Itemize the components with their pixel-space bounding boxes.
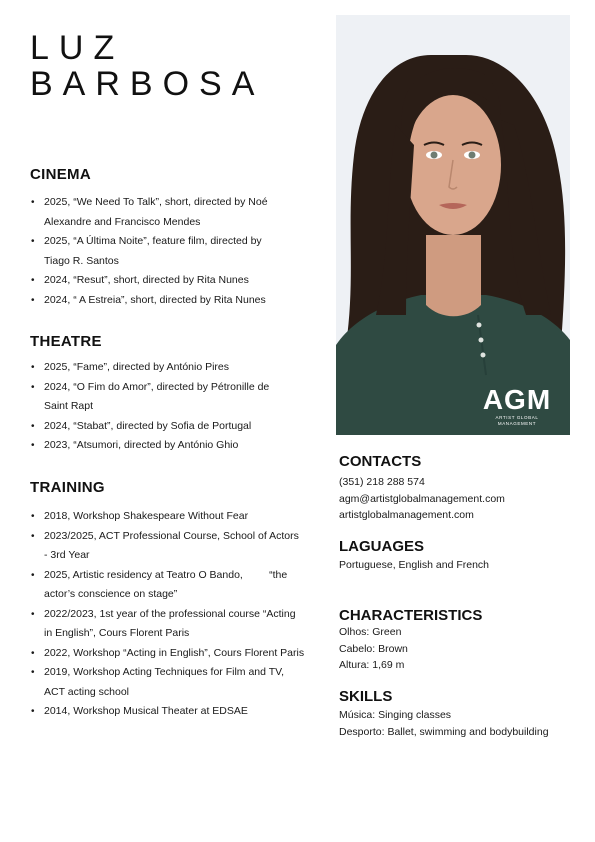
characteristics-block (339, 624, 408, 674)
list-item: • 2019, Workshop Acting Techniques for Film and TV, ACT acting school (30, 663, 305, 702)
agm-logo: AGM ARTIST GLOBAL MANAGEMENT (482, 384, 552, 426)
contacts-heading: CONTACTS (339, 453, 422, 470)
contact-website: artistglobalmanagement.com (339, 509, 474, 522)
list-item: • 2024, “O Fim do Amor”, directed by Pétronille de Saint Rapt (30, 378, 288, 417)
skills-block (339, 707, 549, 740)
theatre-list (30, 358, 288, 456)
actor-name (30, 30, 264, 102)
last-name: BARBOSA (30, 65, 265, 103)
skill-sport: Desporto: Ballet, swimming and bodybuilding (339, 725, 549, 738)
portrait-illustration (336, 15, 570, 435)
training-heading: TRAINING (30, 479, 105, 496)
contact-phone: (351) 218 288 574 (339, 476, 425, 488)
list-item: • 2024, “Stabat”, directed by Sofia de Portugal (30, 417, 288, 437)
list-item: • 2025, Artistic residency at Teatro O Bando, “the actor’s conscience on stage” (30, 566, 305, 605)
characteristic-eyes: Olhos: Green (339, 626, 402, 638)
list-item: • 2022/2023, 1st year of the professional course “Acting in English”, Cours Florent Paris (30, 605, 305, 644)
first-name: LUZ (30, 29, 125, 67)
list-item: • 2025, “Fame”, directed by António Pires (30, 358, 288, 378)
skills-heading: SKILLS (339, 688, 393, 705)
cinema-list (30, 193, 285, 310)
skill-music: Música: Singing classes (339, 709, 452, 721)
characteristics-heading: CHARACTERISTICS (339, 607, 483, 624)
contacts-block (339, 474, 505, 524)
list-item: • 2025, “We Need To Talk”, short, directed by Noé Alexandre and Francisco Mendes (30, 193, 285, 232)
characteristic-hair: Cabelo: Brown (339, 642, 408, 655)
list-item: • 2024, “Resut”, short, directed by Rita Nunes (30, 271, 285, 291)
cinema-heading: CINEMA (30, 166, 91, 183)
list-item: • 2023/2025, ACT Professional Course, School of Actors - 3rd Year (30, 527, 305, 566)
characteristic-height: Altura: 1,69 m (339, 659, 405, 672)
theatre-heading: THEATRE (30, 333, 102, 350)
list-item: • 2014, Workshop Musical Theater at EDSAE (30, 702, 305, 722)
list-item: • 2022, Workshop “Acting in English”, Cours Florent Paris (30, 644, 305, 664)
languages-text: Portuguese, English and French (339, 559, 490, 571)
languages-heading: LAGUAGES (339, 538, 425, 555)
list-item: • 2023, “Atsumori, directed by António Ghio (30, 436, 288, 456)
list-item: • 2024, “ A Estreia”, short, directed by Rita Nunes (30, 291, 285, 311)
headshot-photo (336, 15, 570, 435)
contact-email: agm@artistglobalmanagement.com (339, 492, 505, 505)
training-list (30, 507, 305, 722)
list-item: • 2025, “A Última Noite”, feature film, directed by Tiago R. Santos (30, 232, 285, 271)
list-item: • 2018, Workshop Shakespeare Without Fear (30, 507, 305, 527)
